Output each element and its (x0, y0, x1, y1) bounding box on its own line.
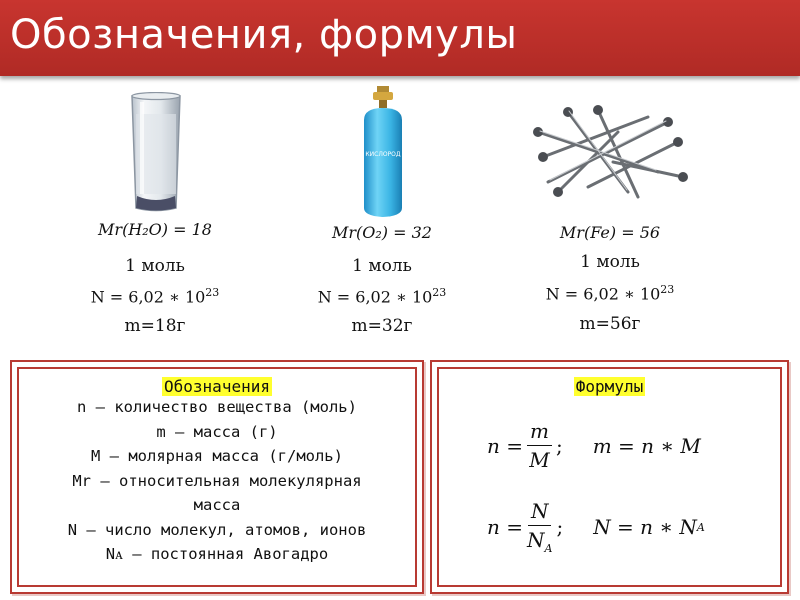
avogadro-number-water: N = 6,02 ∗ $10^{23}$ (90, 286, 220, 307)
mass-label-oxygen: m=32г (351, 316, 413, 336)
formulas-panel-inner (437, 367, 782, 587)
avogadro-number-oxygen: N = 6,02 ∗ $10^{23}$ (317, 286, 447, 307)
notation-n: n – количество вещества (моль) (77, 398, 357, 416)
notation-molar-mass: M – молярная масса (г/моль) (91, 447, 343, 465)
notations-panel-inner (17, 367, 417, 587)
mr-label-iron: Mr(Fe) = 56 (559, 223, 661, 242)
mass-label-iron: m=56г (579, 314, 641, 334)
notations-heading: Обозначения (164, 377, 270, 396)
notation-m: m – масса (г) (156, 422, 278, 441)
formulas-panel (430, 360, 789, 594)
title-bar (0, 0, 800, 76)
page-title: Обозначения, формулы (10, 12, 518, 58)
notation-mr: Mr – относительная молекулярная (72, 471, 362, 490)
formula-amount-mass: n = $\frac{m}{M}$ ; m = n ∗ M (487, 419, 701, 472)
notation-avogadro: Nᴀ – постоянная Авогадро (105, 545, 329, 563)
mole-label-iron: 1 моль (580, 252, 640, 272)
mole-label-water: 1 моль (125, 256, 185, 276)
oxygen-cylinder-image (358, 84, 408, 220)
fraction-N-over-NA: $\frac{N}{N_A}$ (527, 499, 553, 555)
nails-image (528, 102, 688, 202)
mass-label-water: m=18г (124, 316, 186, 336)
notations-panel (10, 360, 424, 594)
mr-label-oxygen: Mr(O₂) = 32 (332, 223, 432, 242)
fraction-m-over-M: $\frac{m}{M}$ (527, 419, 552, 472)
notation-mr-cont: масса (193, 496, 241, 514)
avogadro-number-iron: N = 6,02 ∗ $10^{23}$ (545, 283, 675, 304)
formulas-heading: Формулы (575, 377, 644, 396)
formula-amount-number: n = $\frac{N}{N_A}$ ; N = n ∗ N A (487, 499, 705, 555)
mr-label-water: Mr(H₂O) = 18 (98, 220, 212, 239)
water-glass-image (130, 92, 182, 214)
cylinder-label: КИСЛОРОД (365, 151, 401, 158)
mole-label-oxygen: 1 моль (352, 256, 412, 276)
notations-list (19, 395, 415, 567)
notation-number: N – число молекул, атомов, ионов (67, 520, 367, 539)
